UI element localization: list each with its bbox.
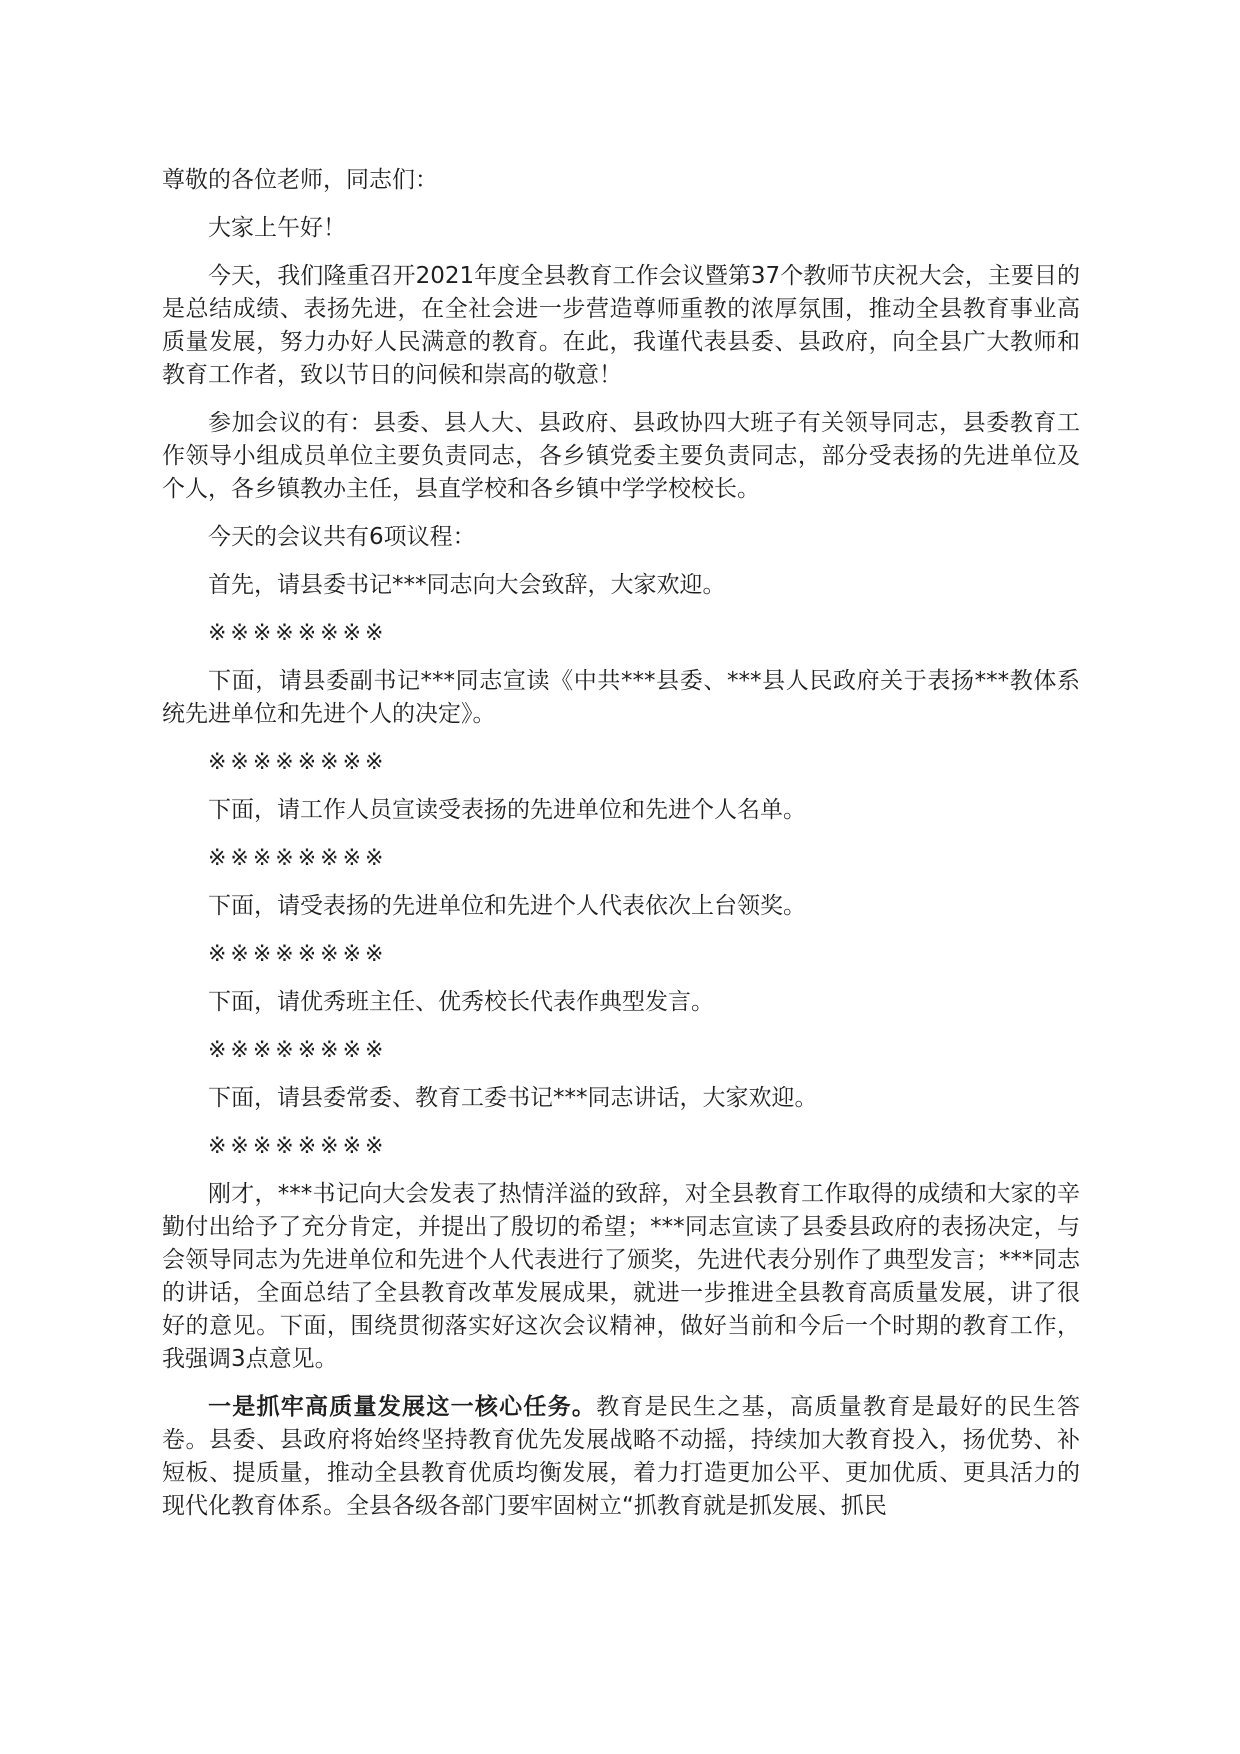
document-page (162, 164, 1080, 1538)
agenda-item-4: 下面，请受表扬的先进单位和先进个人代表依次上台领奖。 (208, 893, 806, 919)
agenda-item-2: 下面，请县委副书记***同志宣读《中共***县委、***县人民政府关于表扬***教体系统先进单位和先进个人的决定》。 (162, 668, 1080, 727)
summary-paragraph: 刚才，***书记向大会发表了热情洋溢的致辞，对全县教育工作取得的成绩和大家的辛勤付出给予了充分肯定，并提出了殷切的希望；***同志宣读了县委县政府的表扬决定，与会领导同志为先进单位和先进个人代表进行了颁奖，先进代表分别作了典型发言；***同志的讲话，全面总结了全县教育改革发展成果，就进一步推进全县教育高质量发展，讲了很好的意见。下面，围绕贯彻落实好这次会议精神，做好当前和今后一个时期的教育工作，我强调3点意见。 (162, 1181, 1080, 1372)
point-1-paragraph (162, 1391, 1080, 1523)
agenda-item-6: 下面，请县委常委、教育工委书记***同志讲话，大家欢迎。 (208, 1085, 818, 1111)
agenda-item-5: 下面，请优秀班主任、优秀校长代表作典型发言。 (208, 989, 714, 1015)
separator: ※※※※※※※※ (208, 1134, 388, 1159)
point-1-title: 一是抓牢高质量发展这一核心任务。 (208, 1394, 597, 1420)
intro-paragraph: 今天，我们隆重召开2021年度全县教育工作会议暨第37个教师节庆祝大会，主要目的是总结成绩、表扬先进，在全社会进一步营造尊师重教的浓厚氛围，推动全县教育事业高质量发展，努力办好人民满意的教育。在此，我谨代表县委、县政府，向全县广大教师和教育工作者，致以节日的问候和崇高的敬意！ (162, 263, 1080, 388)
separator: ※※※※※※※※ (208, 621, 388, 646)
agenda-item-1: 首先，请县委书记***同志向大会致辞，大家欢迎。 (208, 572, 726, 598)
attendees-paragraph: 参加会议的有：县委、县人大、县政府、县政协四大班子有关领导同志，县委教育工作领导小组成员单位主要负责同志，各乡镇党委主要负责同志，部分受表扬的先进单位及个人，各乡镇教办主任，县直学校和各乡镇中学学校校长。 (162, 410, 1080, 502)
agenda-item-3: 下面，请工作人员宣读受表扬的先进单位和先进个人名单。 (208, 797, 806, 823)
separator: ※※※※※※※※ (208, 942, 388, 967)
separator: ※※※※※※※※ (208, 846, 388, 871)
point-1-text: 教育是民生之基，高质量教育是最好的民生答卷。县委、县政府将始终坚持教育优先发展战略不动摇，持续加大教育投入，扬优势、补短板、提质量，推动全县教育优质均衡发展，着力打造更加公平、更加优质、更具活力的现代化教育体系。全县各级各部门要牢固树立“抓教育就是抓发展、抓民 (162, 1394, 1081, 1519)
agenda-intro: 今天的会议共有6项议程： (208, 524, 476, 550)
separator: ※※※※※※※※ (208, 1038, 388, 1063)
greeting: 尊敬的各位老师，同志们： (162, 167, 438, 193)
hello-line: 大家上午好！ (208, 215, 346, 241)
separator: ※※※※※※※※ (208, 750, 388, 775)
